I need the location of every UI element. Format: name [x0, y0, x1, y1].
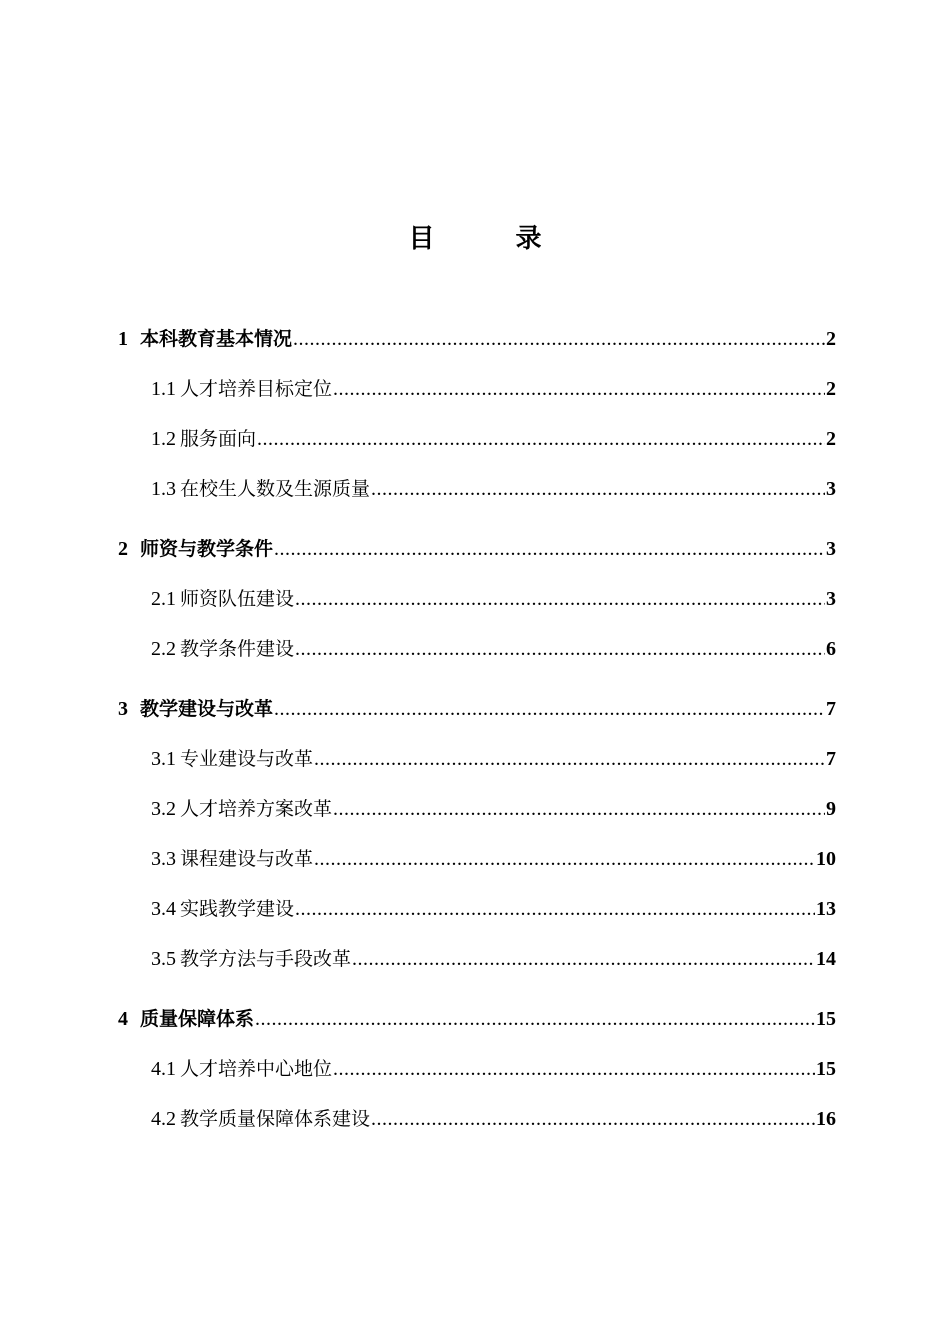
- toc-entry-label: 教学建设与改革: [140, 698, 274, 720]
- toc-dot-leader: [257, 422, 825, 456]
- toc-dot-leader: [314, 842, 815, 876]
- toc-entry-number: 2.1: [151, 588, 176, 610]
- toc-page-number: 14: [816, 948, 836, 970]
- toc-dot-leader: [295, 582, 825, 616]
- toc-entry-label: 人才培养方案改革: [180, 798, 333, 820]
- toc-dot-leader: [295, 892, 815, 926]
- toc-entry-number: 3.5: [151, 948, 176, 970]
- toc-section-entry[interactable]: [118, 1102, 836, 1152]
- toc-dot-leader: [352, 942, 815, 976]
- toc-page-number: 15: [816, 1008, 836, 1030]
- toc-dot-leader: [333, 372, 825, 406]
- toc-section-entry[interactable]: [118, 1052, 836, 1102]
- toc-section-entry[interactable]: [118, 632, 836, 682]
- toc-page-number: 2: [826, 428, 836, 450]
- toc-entry-number: 1.2: [151, 428, 176, 450]
- toc-entry-label: 实践教学建设: [180, 898, 295, 920]
- toc-page-number: 15: [816, 1058, 836, 1080]
- toc-dot-leader: [371, 1102, 815, 1136]
- toc-chapter-entry[interactable]: [118, 532, 836, 582]
- toc-dot-leader: [274, 532, 825, 566]
- toc-page-number: 2: [826, 328, 836, 350]
- toc-section-entry[interactable]: [118, 842, 836, 892]
- toc-section-entry[interactable]: [118, 422, 836, 472]
- toc-entry-label: 质量保障体系: [140, 1008, 255, 1030]
- toc-section-entry[interactable]: [118, 942, 836, 992]
- toc-title: 目 录: [408, 224, 578, 254]
- toc-entry-number: 1.1: [151, 378, 176, 400]
- toc-section-entry[interactable]: [118, 372, 836, 422]
- toc-page-number: 16: [816, 1108, 836, 1130]
- toc-entry-number: 2.2: [151, 638, 176, 660]
- toc-chapter-entry[interactable]: [118, 1002, 836, 1052]
- toc-dot-leader: [333, 1052, 815, 1086]
- toc-section-entry[interactable]: [118, 582, 836, 632]
- toc-page-number: 3: [826, 538, 836, 560]
- toc-section-entry[interactable]: [118, 792, 836, 842]
- toc-entry-label: 专业建设与改革: [180, 748, 314, 770]
- toc-entry-label: 本科教育基本情况: [140, 328, 293, 350]
- toc-entry-number: 1: [118, 328, 128, 350]
- toc-entry-label: 教学方法与手段改革: [180, 948, 352, 970]
- toc-entry-label: 服务面向: [180, 428, 257, 450]
- toc-entry-label: 师资队伍建设: [180, 588, 295, 610]
- toc-page-number: 7: [826, 748, 836, 770]
- toc-entry-number: 3.1: [151, 748, 176, 770]
- toc-page-number: 2: [826, 378, 836, 400]
- toc-page-number: 3: [826, 588, 836, 610]
- toc-page-number: 7: [826, 698, 836, 720]
- toc-entry-number: 2: [118, 538, 128, 560]
- toc-section-entry[interactable]: [118, 472, 836, 522]
- toc-entry-number: 3.2: [151, 798, 176, 820]
- toc-entry-label: 师资与教学条件: [140, 538, 274, 560]
- toc-section-entry[interactable]: [118, 892, 836, 942]
- toc-entry-label: 人才培养中心地位: [180, 1058, 333, 1080]
- toc-entry-label: 教学条件建设: [180, 638, 295, 660]
- toc-entry-number: 3: [118, 698, 128, 720]
- toc-dot-leader: [314, 742, 825, 776]
- toc-dot-leader: [293, 322, 825, 356]
- toc-entry-number: 3.4: [151, 898, 176, 920]
- toc-dot-leader: [274, 692, 825, 726]
- table-of-contents: [118, 322, 836, 1152]
- toc-entry-label: 在校生人数及生源质量: [180, 478, 371, 500]
- toc-dot-leader: [333, 792, 825, 826]
- toc-entry-number: 4.2: [151, 1108, 176, 1130]
- toc-page-number: 13: [816, 898, 836, 920]
- toc-chapter-entry[interactable]: [118, 692, 836, 742]
- toc-page-number: 6: [826, 638, 836, 660]
- toc-page-number: 9: [826, 798, 836, 820]
- toc-chapter-entry[interactable]: [118, 322, 836, 372]
- toc-dot-leader: [255, 1002, 815, 1036]
- toc-entry-label: 课程建设与改革: [180, 848, 314, 870]
- toc-page-number: 3: [826, 478, 836, 500]
- toc-section-entry[interactable]: [118, 742, 836, 792]
- toc-entry-label: 教学质量保障体系建设: [180, 1108, 371, 1130]
- toc-entry-label: 人才培养目标定位: [180, 378, 333, 400]
- toc-entry-number: 3.3: [151, 848, 176, 870]
- toc-entry-number: 4: [118, 1008, 128, 1030]
- toc-entry-number: 4.1: [151, 1058, 176, 1080]
- toc-page-number: 10: [816, 848, 836, 870]
- toc-dot-leader: [295, 632, 825, 666]
- toc-dot-leader: [371, 472, 825, 506]
- toc-entry-number: 1.3: [151, 478, 176, 500]
